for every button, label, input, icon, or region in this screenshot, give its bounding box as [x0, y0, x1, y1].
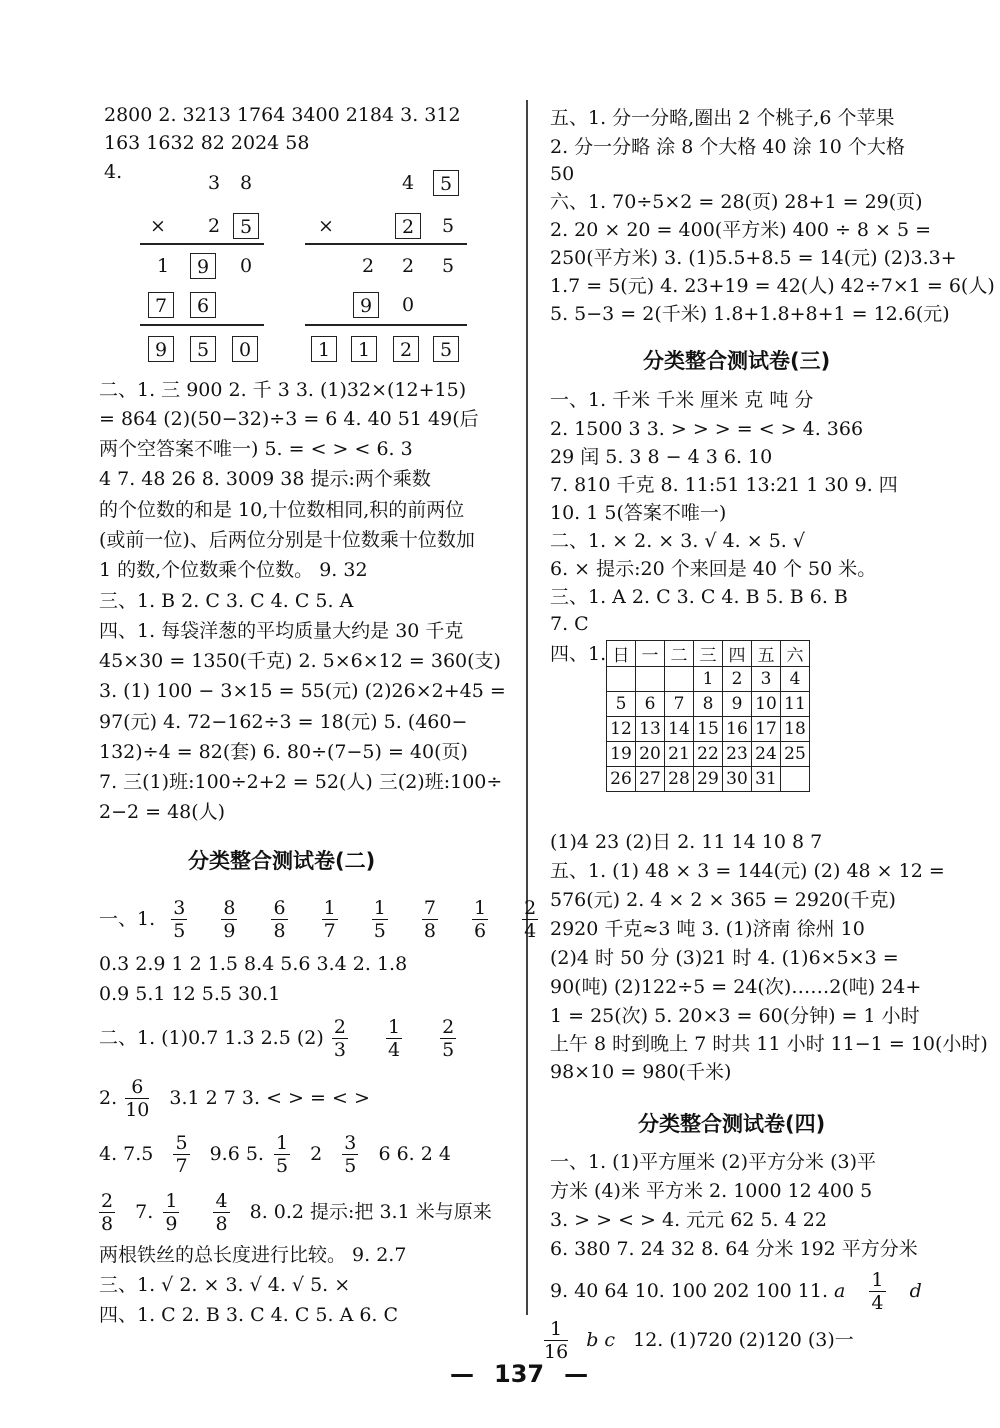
- digit: 0: [239, 255, 253, 277]
- boxed-digit: 9: [353, 292, 379, 318]
- text-line: 1.7 = 5(元) 4. 23+19 = 42(人) 42÷7×1 = 6(人): [550, 275, 995, 297]
- fraction-line: [99, 1186, 492, 1237]
- numerator: 5: [175, 1131, 188, 1154]
- denominator: 8: [423, 919, 436, 942]
- calendar-row: [607, 717, 810, 742]
- boxed-digit: 7: [148, 292, 174, 318]
- text-line: 163 1632 82 2024 58: [104, 132, 310, 154]
- calendar-day: 22: [694, 742, 723, 767]
- digit: 4: [401, 172, 415, 194]
- text-line: 6. × 提示:20 个来回是 40 个 50 米。: [550, 558, 877, 580]
- fraction-line: [99, 893, 552, 944]
- calendar-day: 18: [781, 717, 810, 742]
- denominator: 10: [125, 1098, 150, 1121]
- text-line: 7. 三(1)班:100÷2+2 = 52(人) 三(2)班:100÷: [99, 771, 503, 793]
- denominator: 5: [442, 1038, 455, 1061]
- text-line: 97(元) 4. 72−162÷3 = 18(元) 5. (460−: [99, 711, 468, 733]
- text-line: 两根铁丝的总长度进行比较。 9. 2.7: [99, 1244, 407, 1266]
- denominator: 16: [544, 1340, 569, 1363]
- text-line: 10. 1 5(答案不唯一): [550, 502, 727, 524]
- line-text: 4. 7.5: [99, 1143, 154, 1165]
- line-text: 7.: [135, 1201, 154, 1223]
- text-line: 一、1. (1)平方厘米 (2)平方分米 (3)平: [550, 1151, 876, 1173]
- text-line: 二、1. 三 900 2. 千 3 3. (1)32×(12+15): [99, 379, 467, 401]
- denominator: 5: [344, 1154, 357, 1177]
- text-line: 45×30 = 1350(千克) 2. 5×6×12 = 360(支): [99, 650, 501, 672]
- text-line: 1 的数,个位数乘个位数。 9. 32: [99, 559, 368, 581]
- calendar-weekday: 五: [752, 641, 781, 667]
- line-text: 6 6. 2 4: [378, 1143, 451, 1165]
- calendar-day: 29: [694, 767, 723, 792]
- calendar-day: 8: [694, 692, 723, 717]
- calendar-day: 5: [607, 692, 636, 717]
- boxed-digit: 1: [351, 336, 377, 362]
- section-title-2: 分类整合测试卷(二): [188, 849, 376, 873]
- calendar-weekday: 二: [665, 641, 694, 667]
- text-line: 0.9 5.1 12 5.5 30.1: [99, 983, 281, 1005]
- text-line: (或前一位)、后两位分别是十位数乘十位数加: [99, 529, 475, 551]
- calendar-day: 23: [723, 742, 752, 767]
- fraction-line: [99, 1072, 370, 1123]
- text-line: 2−2 = 48(人): [99, 801, 226, 823]
- calendar-row: [607, 742, 810, 767]
- fraction-line: [544, 1314, 854, 1365]
- text-line: 四、1. 每袋洋葱的平均质量大约是 30 千克: [99, 620, 464, 642]
- text-line: 六、1. 70÷5×2 = 28(页) 28+1 = 29(页): [550, 191, 923, 213]
- text-line: 上午 8 时到晚上 7 时共 11 小时 11−1 = 10(小时): [550, 1033, 988, 1055]
- line-prefix: 2.: [99, 1087, 118, 1109]
- dash: —: [450, 1360, 474, 1388]
- numerator: 6: [125, 1076, 149, 1099]
- text-line: 29 闰 5. 3 8 − 4 3 6. 10: [550, 446, 773, 468]
- calendar-day: 11: [781, 692, 810, 717]
- variable: d: [909, 1280, 922, 1302]
- denominator: 4: [524, 919, 537, 942]
- numerator: 1: [373, 896, 386, 919]
- line-text: 2: [310, 1143, 323, 1165]
- calendar-day: 25: [781, 742, 810, 767]
- boxed-digit: 5: [433, 170, 459, 196]
- line-prefix: 一、1.: [99, 908, 156, 930]
- denominator: 4: [871, 1291, 884, 1314]
- text-line: 0.3 2.9 1 2 1.5 8.4 5.6 3.4 2. 1.8: [99, 953, 408, 975]
- calendar-day: [781, 767, 810, 792]
- calendar-weekday: 三: [694, 641, 723, 667]
- text-line: 的个位数的和是 10,十位数相同,积的前两位: [99, 499, 465, 521]
- calendar-weekday: 一: [636, 641, 665, 667]
- calendar-day: 21: [665, 742, 694, 767]
- numerator: 1: [276, 1131, 289, 1154]
- text-line: 90(吨) (2)122÷5 = 24(次)……2(吨) 24+: [550, 976, 922, 998]
- numerator: 1: [474, 896, 487, 919]
- boxed-digit: 5: [190, 336, 216, 362]
- item-4-label: 4.: [104, 161, 123, 183]
- calendar-row: [607, 667, 810, 692]
- calendar-day: 7: [665, 692, 694, 717]
- denominator: 7: [323, 919, 336, 942]
- denominator: 9: [165, 1212, 178, 1235]
- numerator: 1: [544, 1318, 568, 1341]
- text-line: 250(平方米) 3. (1)5.5+8.5 = 14(元) (2)3.3+: [550, 247, 957, 269]
- page-number: [440, 1360, 598, 1388]
- numerator: 4: [215, 1189, 228, 1212]
- text-line: 2800 2. 3213 1764 3400 2184 3. 312: [104, 104, 461, 126]
- text-line: 2. 分一分略 涂 8 个大格 40 涂 10 个大格: [550, 136, 905, 158]
- calendar-weekday: 六: [781, 641, 810, 667]
- numerator: 1: [323, 896, 336, 919]
- text-line: 7. 810 千克 8. 11:51 13:21 1 30 9. 四: [550, 474, 898, 496]
- text-line: 两个空答案不唯一) 5. = < > < 6. 3: [99, 438, 413, 460]
- calendar-day: [607, 667, 636, 692]
- boxed-digit: 9: [148, 336, 174, 362]
- calendar-day: 31: [752, 767, 781, 792]
- digit: 2: [207, 215, 221, 237]
- denominator: 5: [373, 919, 386, 942]
- calendar-row: [607, 767, 810, 792]
- denominator: 3: [333, 1038, 346, 1061]
- text-line: 四、1. C 2. B 3. C 4. C 5. A 6. C: [99, 1304, 399, 1326]
- dash: —: [564, 1360, 589, 1388]
- digit: 8: [239, 172, 253, 194]
- denominator: 5: [173, 919, 186, 942]
- text-line: 7. C: [550, 613, 589, 635]
- line-text: 12. (1)720 (2)120 (3)一: [633, 1329, 854, 1351]
- calendar-day: [665, 667, 694, 692]
- line-text: 8. 0.2 提示:把 3.1 米与原来: [249, 1201, 492, 1223]
- text-line: 98×10 = 980(千米): [550, 1061, 732, 1083]
- denominator: 7: [175, 1154, 188, 1177]
- numerator: 3: [344, 1131, 357, 1154]
- calendar-label: 四、1.: [550, 643, 607, 665]
- calendar-day: 19: [607, 742, 636, 767]
- calendar-day: 16: [723, 717, 752, 742]
- boxed-digit: 6: [190, 292, 216, 318]
- rule-line: [305, 243, 467, 245]
- calendar-table: [606, 640, 810, 792]
- text-line: 五、1. (1) 48 × 3 = 144(元) (2) 48 × 12 =: [550, 860, 945, 882]
- text-line: 方米 (4)米 平方米 2. 1000 12 400 5: [550, 1180, 873, 1202]
- calendar-day: [636, 667, 665, 692]
- vertical-multiplication-1: [140, 170, 270, 370]
- text-line: 6. 380 7. 24 32 8. 64 分米 192 平方分米: [550, 1238, 918, 1260]
- text-line: 5. 5−3 = 2(千米) 1.8+1.8+8+1 = 12.6(元): [550, 303, 950, 325]
- variable: b c: [586, 1329, 616, 1351]
- digit: 5: [441, 255, 455, 277]
- calendar-day: 9: [723, 692, 752, 717]
- numerator: 1: [165, 1189, 178, 1212]
- text-line: 三、1. B 2. C 3. C 4. C 5. A: [99, 590, 354, 612]
- line-text: 9.6 5.: [209, 1143, 264, 1165]
- calendar-weekday: 日: [607, 641, 636, 667]
- digit: 3: [207, 172, 221, 194]
- digit: 0: [401, 294, 415, 316]
- text-line: 4 7. 48 26 8. 3009 38 提示:两个乘数: [99, 468, 431, 490]
- text-line: 576(元) 2. 4 × 2 × 365 = 2920(千克): [550, 889, 896, 911]
- calendar-day: 2: [723, 667, 752, 692]
- denominator: 8: [215, 1212, 228, 1235]
- line-text: 3.1 2 7 3. < > = < >: [169, 1087, 370, 1109]
- calendar-row: [607, 641, 810, 667]
- vertical-multiplication-2: [305, 170, 475, 370]
- fraction-line: [99, 1012, 470, 1063]
- digit: 2: [361, 255, 375, 277]
- numerator: 2: [442, 1015, 455, 1038]
- numerator: 1: [871, 1268, 884, 1291]
- calendar-day: 20: [636, 742, 665, 767]
- denominator: 5: [276, 1154, 289, 1177]
- times-sign: ×: [150, 215, 166, 237]
- boxed-digit: 1: [311, 336, 337, 362]
- boxed-digit: 2: [393, 336, 419, 362]
- calendar-day: 28: [665, 767, 694, 792]
- rule-line: [140, 243, 264, 245]
- fraction-line: [550, 1265, 922, 1316]
- text-line: 50: [550, 163, 575, 185]
- section-title-3: 分类整合测试卷(三): [643, 349, 831, 373]
- calendar-day: 6: [636, 692, 665, 717]
- numerator: 8: [223, 896, 236, 919]
- denominator: 4: [387, 1038, 401, 1061]
- rule-line: [305, 324, 467, 326]
- calendar-day: 15: [694, 717, 723, 742]
- calendar-day: 13: [636, 717, 665, 742]
- rule-line: [140, 324, 264, 326]
- numerator: 1: [387, 1015, 401, 1038]
- text-line: 二、1. × 2. × 3. √ 4. × 5. √: [550, 530, 805, 552]
- calendar-weekday: 四: [723, 641, 752, 667]
- numerator: 6: [273, 896, 286, 919]
- calendar-day: 3: [752, 667, 781, 692]
- calendar-day: 14: [665, 717, 694, 742]
- numerator: 2: [333, 1015, 346, 1038]
- calendar-day: 4: [781, 667, 810, 692]
- text-line: 三、1. A 2. C 3. C 4. B 5. B 6. B: [550, 586, 848, 608]
- calendar-day: 1: [694, 667, 723, 692]
- text-line: 2. 20 × 20 = 400(平方米) 400 ÷ 8 × 5 =: [550, 219, 932, 241]
- text-line: 五、1. 分一分略,圈出 2 个桃子,6 个苹果: [550, 107, 895, 129]
- denominator: 9: [223, 919, 236, 942]
- line-text: 9. 40 64 10. 100 202 100 11.: [550, 1280, 828, 1302]
- numerator: 3: [173, 896, 186, 919]
- numerator: 2: [101, 1189, 114, 1212]
- calendar-day: 30: [723, 767, 752, 792]
- digit: 2: [401, 255, 415, 277]
- calendar-day: 26: [607, 767, 636, 792]
- section-title-4: 分类整合测试卷(四): [638, 1112, 826, 1136]
- numerator: 2: [524, 896, 537, 919]
- calendar-row: [607, 692, 810, 717]
- calendar-day: 17: [752, 717, 781, 742]
- text-line: = 864 (2)(50−32)÷3 = 6 4. 40 51 49(后: [99, 408, 479, 430]
- boxed-digit: 0: [232, 336, 258, 362]
- boxed-digit: 9: [190, 253, 216, 279]
- digit: 5: [441, 215, 455, 237]
- denominator: 8: [101, 1212, 114, 1235]
- text-line: 1 = 25(次) 5. 20×3 = 60(分钟) = 1 小时: [550, 1005, 920, 1027]
- boxed-digit: 5: [233, 213, 259, 239]
- calendar-day: 12: [607, 717, 636, 742]
- text-line: (1)4 23 (2)日 2. 11 14 10 8 7: [550, 831, 823, 853]
- text-line: 132)÷4 = 82(套) 6. 80÷(7−5) = 40(页): [99, 741, 468, 763]
- calendar-day: 27: [636, 767, 665, 792]
- boxed-digit: 2: [395, 213, 421, 239]
- boxed-digit: 5: [433, 336, 459, 362]
- text-line: 3. > > < > 4. 元元 62 5. 4 22: [550, 1209, 827, 1231]
- times-sign: ×: [318, 215, 334, 237]
- calendar-day: 24: [752, 742, 781, 767]
- text-line: 一、1. 千米 千米 厘米 克 吨 分: [550, 389, 814, 411]
- text-line: (2)4 时 50 分 (3)21 时 4. (1)6×5×3 =: [550, 947, 899, 969]
- text-line: 2920 千克≈3 吨 3. (1)济南 徐州 10: [550, 918, 865, 940]
- digit: 1: [156, 255, 170, 277]
- page-number-value: 137: [494, 1360, 545, 1388]
- line-prefix: 二、1. (1)0.7 1.3 2.5 (2): [99, 1027, 324, 1049]
- denominator: 6: [474, 919, 487, 942]
- numerator: 7: [423, 896, 436, 919]
- variable: a: [834, 1280, 846, 1302]
- fraction-line: [99, 1128, 451, 1179]
- text-line: 三、1. √ 2. × 3. √ 4. √ 5. ×: [99, 1274, 351, 1296]
- calendar-day: 10: [752, 692, 781, 717]
- text-line: 3. (1) 100 − 3×15 = 55(元) (2)26×2+45 =: [99, 680, 506, 702]
- text-line: 2. 1500 3 3. > > > = < > 4. 366: [550, 418, 864, 440]
- denominator: 8: [273, 919, 286, 942]
- column-divider: [526, 100, 528, 1315]
